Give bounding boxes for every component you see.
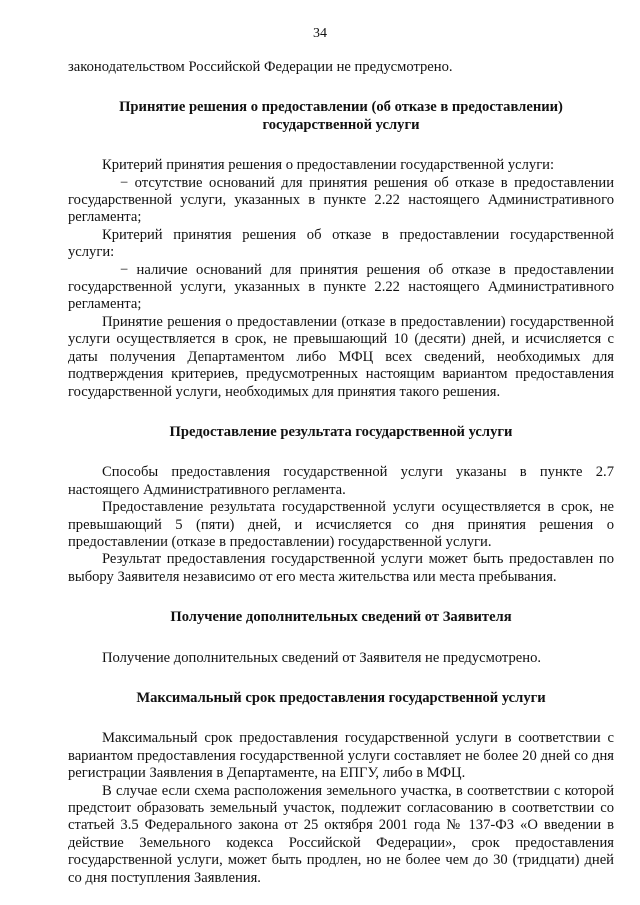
result-paragraph-1: Способы предоставления государственной услуги указаны в пункте 2.7 настоящего Административного регламента. — [68, 464, 614, 498]
document-body — [68, 59, 614, 887]
intro-line: законодательством Российской Федерации не предусмотрено. — [68, 59, 453, 75]
decision-paragraph-1: Критерий принятия решения о предоставлении государственной услуги: — [102, 157, 555, 174]
additional-paragraph-1: Получение дополнительных сведений от Заявителя не предусмотрено. — [102, 649, 542, 666]
max-term-paragraph-1: Максимальный срок предоставления государственной услуги в соответствии с вариантом предоставления государственной услуги составляет не более 20 дней со дня регистрации Заявления в Департаменте, на ЕПГУ, либо в МФЦ. — [68, 730, 614, 782]
decision-paragraph-4: − наличие оснований для принятия решения об отказе в предоставлении государственной услуги, указанных в пункте 2.22 настоящего Административного регламента; — [68, 261, 614, 313]
decision-heading-line2: государственной услуги — [262, 116, 420, 133]
decision-heading-line1: Принятие решения о предоставлении (об отказе в предоставлении) — [119, 99, 563, 116]
result-heading: Предоставление результата государственной услуги — [169, 423, 513, 440]
max-term-heading: Максимальный срок предоставления государственной услуги — [136, 689, 546, 706]
result-paragraph-2: Предоставление результата государственной услуги осуществляется в срок, не превышающий 5 (пяти) дней, и исчисляется со дня принятия решения о предоставлении (отказе в предоставлении) государственной услуги. — [68, 499, 614, 550]
decision-paragraph-5: Принятие решения о предоставлении (отказе в предоставлении) государственной услуги осуществляется в срок, не превышающий 10 (десяти) дней, и исчисляется с даты получения Департаментом либо МФЦ всех сведений, необходимых для подтверждения критериев, предусмотренных настоящим вариантом предоставления государственной услуги, необходимых для принятия такого решения. — [68, 313, 614, 400]
decision-paragraph-3: Критерий принятия решения об отказе в предоставлении государственной услуги: — [68, 226, 614, 261]
page-number: 34 — [313, 26, 327, 41]
additional-heading: Получение дополнительных сведений от Заявителя — [170, 609, 512, 626]
result-paragraph-3: Результат предоставления государственной услуги может быть предоставлен по выбору Заявителя независимо от его места жительства или места пребывания. — [68, 551, 614, 585]
max-term-paragraph-2: В случае если схема расположения земельного участка, в соответствии с которой предстоит образовать земельный участок, подлежит согласованию в соответствии со статьей 3.5 Федерального закона от 25 октября 2001 года № 137-ФЗ «О введении в действие Земельного кодекса Российской Федерации», срок предоставления государственной услуги, может быть продлен, но не более чем до 30 (тридцати) дней со дня поступления Заявления. — [68, 782, 614, 886]
decision-paragraph-2: − отсутствие оснований для принятия решения об отказе в предоставлении государственной услуги, указанных в пункте 2.22 настоящего Административного регламента; — [68, 174, 614, 226]
